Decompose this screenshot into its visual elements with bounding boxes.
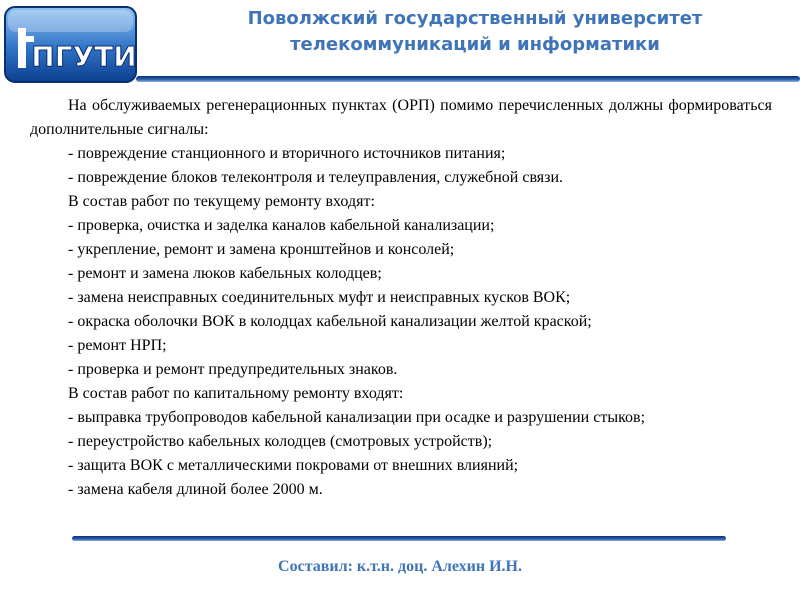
list-item: - проверка и ремонт предупредительных знаков. xyxy=(68,361,398,378)
author-credit: Составил: к.т.н. доц. Алехин И.Н. xyxy=(278,558,522,575)
list-item: - повреждение станционного и вторичного источников питания; xyxy=(68,145,506,162)
list-item: - переустройство кабельных колодцев (смотровых устройств); xyxy=(68,433,493,450)
title-line-2: телекоммуникаций и информатики xyxy=(290,34,660,55)
list-item: - замена неисправных соединительных муфт и неисправных кусков ВОК; xyxy=(68,289,571,306)
university-title xyxy=(150,6,800,58)
list-item: - защита ВОК с металлическими покровами от внешних влияний; xyxy=(68,457,519,474)
section-heading: В состав работ по капитальному ремонту входят: xyxy=(68,385,404,402)
list-item: - окраска оболочки ВОК в колодцах кабельной канализации желтой краской; xyxy=(68,313,592,330)
university-logo xyxy=(4,6,137,83)
header-divider xyxy=(136,76,800,82)
list-item: - ремонт НРП; xyxy=(68,337,167,354)
section-heading: В состав работ по текущему ремонту входят: xyxy=(68,193,375,210)
paragraph: На обслуживаемых регенерационных пунктах (ОРП) помимо перечисленных должны формироваться дополнительные сигналы: xyxy=(30,97,772,138)
logo-text: ПГУТИ xyxy=(31,40,137,73)
slide-content xyxy=(30,94,772,502)
list-item: - ремонт и замена люков кабельных колодцев; xyxy=(68,265,382,282)
title-line-1: Поволжский государственный университет xyxy=(247,8,703,29)
list-item: - выправка трубопроводов кабельной канализации при осадке и разрушении стыков; xyxy=(68,409,646,426)
list-item: - повреждение блоков телеконтроля и телеуправления, служебной связи. xyxy=(68,169,564,186)
list-item: - замена кабеля длиной более 2000 м. xyxy=(68,481,323,498)
list-item: - проверка, очистка и заделка каналов кабельной канализации; xyxy=(68,217,495,234)
footer-divider xyxy=(72,536,726,541)
list-item: - укрепление, ремонт и замена кронштейнов и консолей; xyxy=(68,241,455,258)
